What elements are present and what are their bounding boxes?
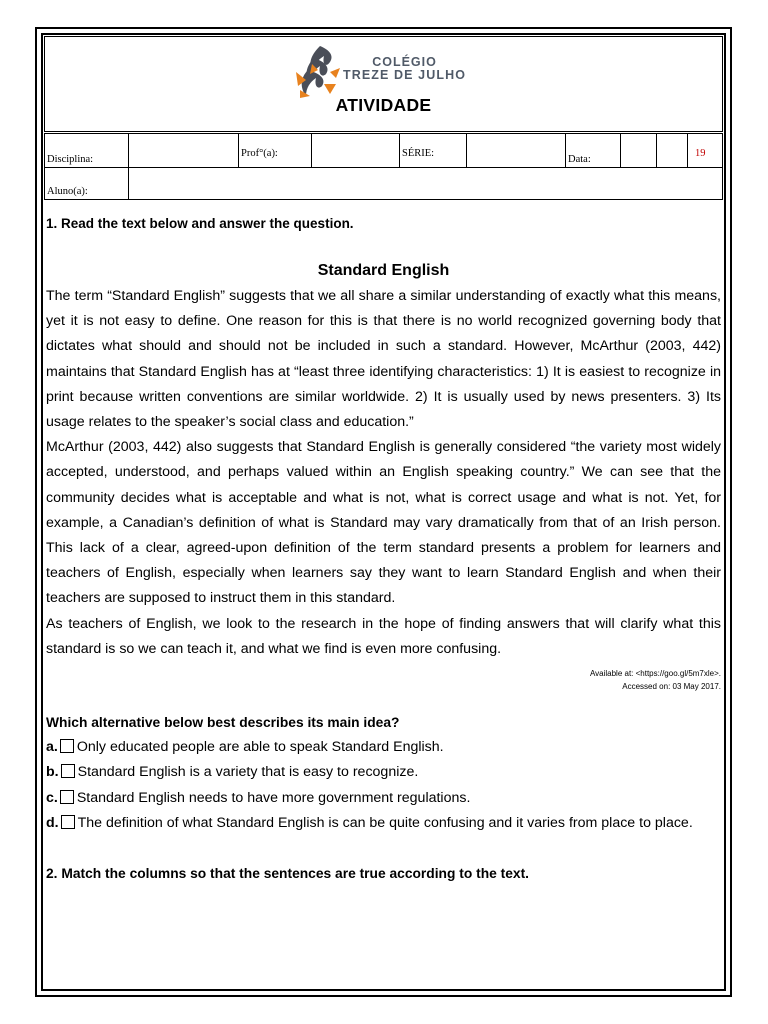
date-month-field[interactable]: [657, 134, 688, 167]
serie-label: SÉRIE:: [402, 148, 435, 159]
paragraph-1: The term “Standard English” suggests that we all share a similar understanding of exactly what this means, yet it is not easy to define. One reason for this is that there is no world recognized governing body that dictates what should and should not be included in such a standard. However, McArthur (2003, 442) maintains that Standard English has at “least three identifying characteristics: 1) It is easiest to recognize in print because written conventions are similar worldwide. 2) It is usually used by news presenters. 3) Its usage relates to the speaker’s social class and education.”: [46, 288, 721, 431]
source-citation: [46, 667, 721, 693]
disciplina-field[interactable]: [129, 134, 239, 167]
option-d-text: The definition of what Standard English is can be quite confusing and it varies from place to place.: [77, 814, 693, 831]
content: [46, 207, 721, 886]
date-year: 19: [695, 148, 706, 159]
date-year-field[interactable]: [688, 134, 722, 167]
option-b-letter: b.: [46, 764, 59, 781]
option-a: [46, 735, 721, 760]
school-name-line2: TREZE DE JULHO: [343, 68, 467, 82]
option-b-checkbox[interactable]: [61, 764, 75, 778]
question2-prompt: 2. Match the columns so that the sentences are true according to the text.: [46, 866, 529, 882]
professor-label-cell: [239, 134, 312, 167]
option-c-checkbox[interactable]: [60, 790, 74, 804]
professor-label: Prof°(a):: [241, 148, 278, 159]
professor-field[interactable]: [312, 134, 400, 167]
source-url: Available at: <https://goo.gl/5m7xle>.: [589, 669, 721, 679]
page-title: ATIVIDADE: [335, 95, 432, 115]
aluno-field[interactable]: [129, 168, 722, 199]
option-b-text: Standard English is a variety that is easy to recognize.: [77, 764, 419, 781]
option-a-text: Only educated people are able to speak Standard English.: [76, 739, 444, 756]
info-row-2: [44, 168, 723, 200]
paragraph-3: As teachers of English, we look to the research in the hope of finding answers that will clarify what this standard is so we can teach it, and what we find is even more confusing.: [46, 615, 721, 657]
data-label-cell: [566, 134, 621, 167]
disciplina-label-cell: [45, 134, 129, 167]
header-box: [44, 36, 723, 132]
option-b: [46, 760, 721, 785]
aluno-label: Aluno(a):: [47, 186, 88, 197]
option-d: [46, 811, 721, 836]
date-day-field[interactable]: [621, 134, 657, 167]
serie-label-cell: [400, 134, 467, 167]
option-d-checkbox[interactable]: [61, 815, 75, 829]
school-name: [343, 56, 466, 82]
option-c-text: Standard English needs to have more government regulations.: [76, 789, 471, 806]
info-row-1: [44, 133, 723, 168]
school-name-line1: COLÉGIO: [372, 55, 437, 69]
serie-field[interactable]: [467, 134, 566, 167]
question1-prompt: 1. Read the text below and answer the question.: [46, 216, 354, 231]
option-c-letter: c.: [46, 789, 58, 806]
option-a-checkbox[interactable]: [60, 739, 74, 753]
data-label: Data:: [568, 154, 591, 165]
option-a-letter: a.: [46, 739, 58, 756]
aluno-label-cell: [45, 168, 129, 199]
paragraph-2: McArthur (2003, 442) also suggests that Standard English is generally considered “the variety most widely accepted, understood, and perhaps valued within an English speaking country.” We can see that the community decides what is acceptable and what is not, what is correct usage and what is not. Yet, for example, a Canadian’s definition of what is Standard may vary dramatically from that of an Irish person. This lack of a clear, agreed-upon definition of the term standard presents a problem for learners and teachers of English, especially when learners say they want to learn Standard English and when their teachers are supposed to instruct them in this standard.: [46, 439, 721, 607]
option-c: [46, 786, 721, 811]
disciplina-label: Disciplina:: [47, 154, 94, 165]
source-accessed: Accessed on: 03 May 2017.: [622, 682, 721, 692]
flame-logo-icon: [290, 44, 342, 100]
option-d-letter: d.: [46, 814, 59, 831]
text-title: Standard English: [317, 262, 450, 279]
question1-question: Which alternative below best describes its main idea?: [46, 715, 400, 731]
